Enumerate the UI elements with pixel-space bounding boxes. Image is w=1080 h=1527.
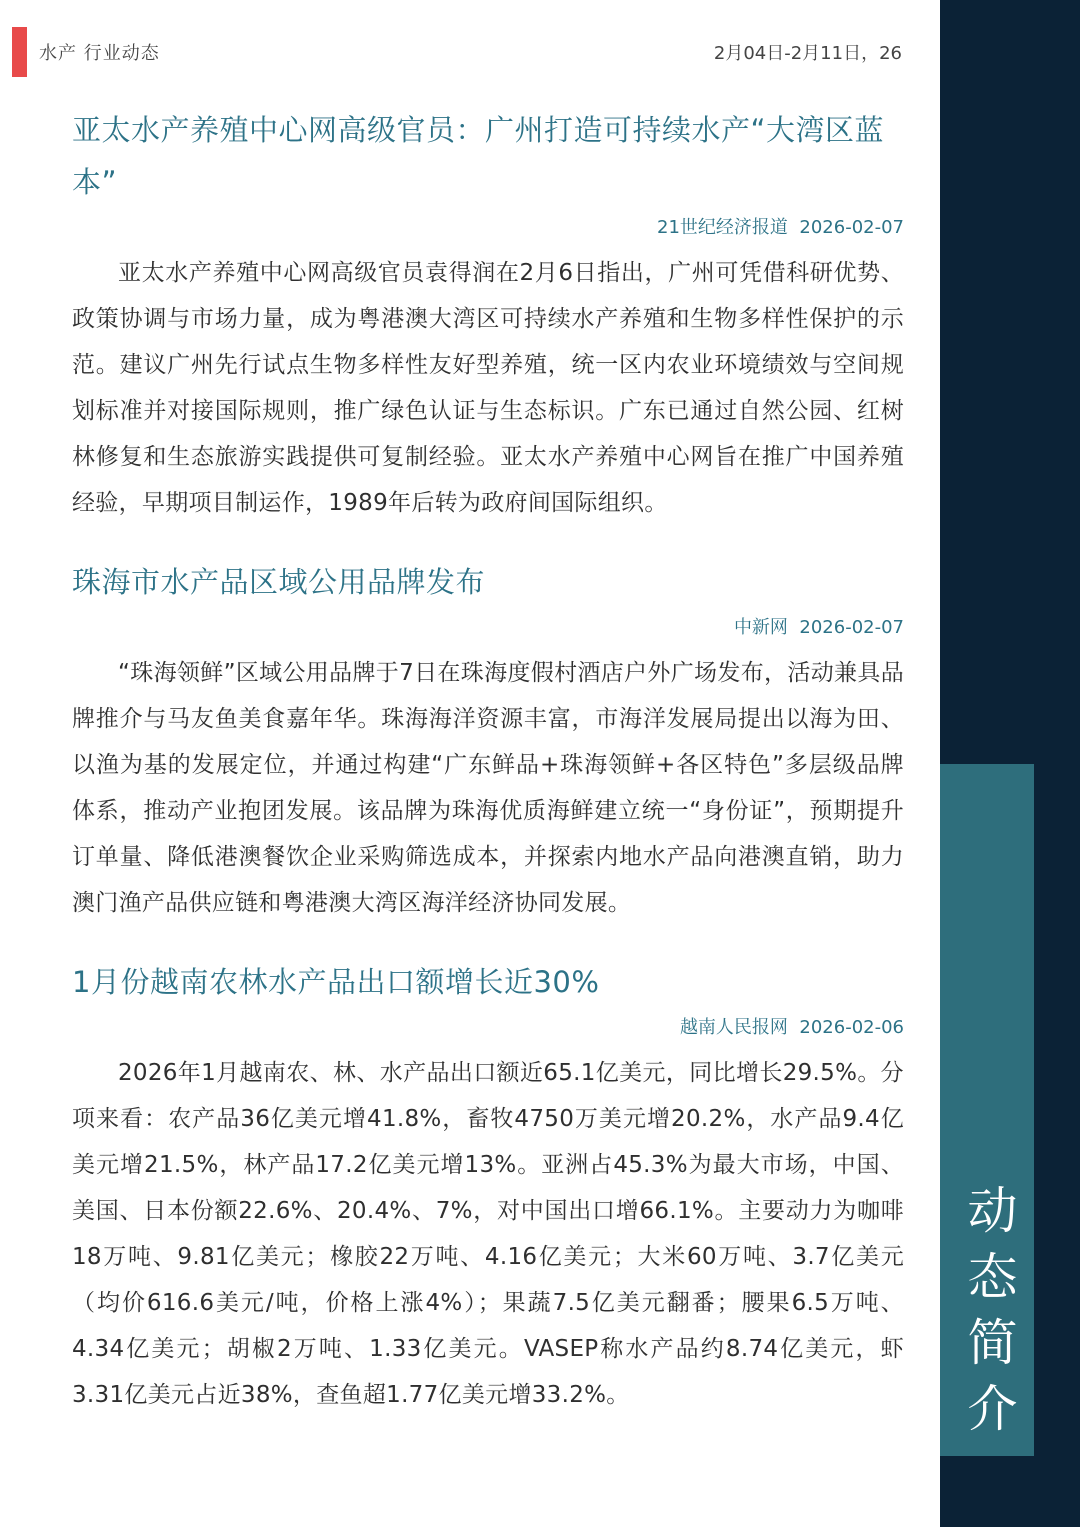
article-title: 亚太水产养殖中心网高级官员：广州打造可持续水产“大湾区蓝本” [72, 113, 885, 199]
sidebar-label-char: 介 [967, 1380, 1018, 1438]
article-source: 中新网 [733, 617, 788, 638]
header-date-range: 2月04日-2月11日，26 [713, 43, 902, 64]
news-article [72, 556, 904, 926]
sidebar-label-char: 动 [967, 1182, 1018, 1240]
article-meta [72, 616, 904, 640]
article-body: “珠海领鲜”区域公用品牌于7日在珠海度假村酒店户外广场发布，活动兼具品牌推介与马友鱼美食嘉年华。珠海海洋资源丰富，市海洋发展局提出以海为田、以渔为基的发展定位，并通过构建“广东鲜品+珠海领鲜+各区特色”多层级品牌体系，推动产业抱团发展。该品牌为珠海优质海鲜建立统一“身份证”，预期提升订单量、降低港澳餐饮企业采购筛选成本，并探索内地水产品向港澳直销，助力澳门渔产品供应链和粤港澳大湾区海洋经济协同发展。 [72, 660, 904, 916]
article-title: 珠海市水产品区域公用品牌发布 [72, 565, 486, 599]
header-accent-bar [12, 27, 27, 77]
news-article [72, 104, 904, 526]
article-meta [72, 216, 904, 240]
header-category: 水产 行业动态 [39, 43, 160, 64]
article-body: 2026年1月越南农、林、水产品出口额近65.1亿美元，同比增长29.5%。分项来看：农产品36亿美元增41.8%，畜牧4750万美元增20.2%，水产品9.4亿美元增21.5%，林产品17.2亿美元增13%。亚洲占45.3%为最大市场，中国、美国、日本份额22.6%、20.4%、7%，对中国出口增66.1%。主要动力为咖啡18万吨、9.81亿美元；橡胶22万吨、4.16亿美元；大米60万吨、3.7亿美元（均价616.6美元/吨，价格上涨4%）；果蔬7.5亿美元翻番；腰果6.5万吨、4.34亿美元；胡椒2万吨、1.33亿美元。VASEP称水产品约8.74亿美元，虾3.31亿美元占近38%，查鱼超1.77亿美元增33.2%。 [72, 1060, 904, 1408]
article-date: 2026-02-07 [799, 617, 904, 638]
news-content [72, 104, 904, 1418]
article-source: 越南人民报网 [679, 1017, 788, 1038]
sidebar-label [940, 1178, 1045, 1442]
news-article [72, 956, 904, 1418]
article-date: 2026-02-06 [799, 1017, 904, 1038]
article-body: 亚太水产养殖中心网高级官员袁得润在2月6日指出，广州可凭借科研优势、政策协调与市场力量，成为粤港澳大湾区可持续水产养殖和生物多样性保护的示范。建议广州先行试点生物多样性友好型养殖，统一区内农业环境绩效与空间规划标准并对接国际规则，推广绿色认证与生态标识。广东已通过自然公园、红树林修复和生态旅游实践提供可复制经验。亚太水产养殖中心网旨在推广中国养殖经验，早期项目制运作，1989年后转为政府间国际组织。 [72, 260, 904, 516]
sidebar-label-char: 态 [967, 1248, 1018, 1306]
sidebar-label-char: 简 [967, 1314, 1018, 1372]
article-date: 2026-02-07 [799, 217, 904, 238]
article-title: 1月份越南农林水产品出口额增长近30% [72, 965, 600, 999]
article-meta [72, 1016, 904, 1040]
article-source: 21世纪经济报道 [657, 217, 788, 238]
